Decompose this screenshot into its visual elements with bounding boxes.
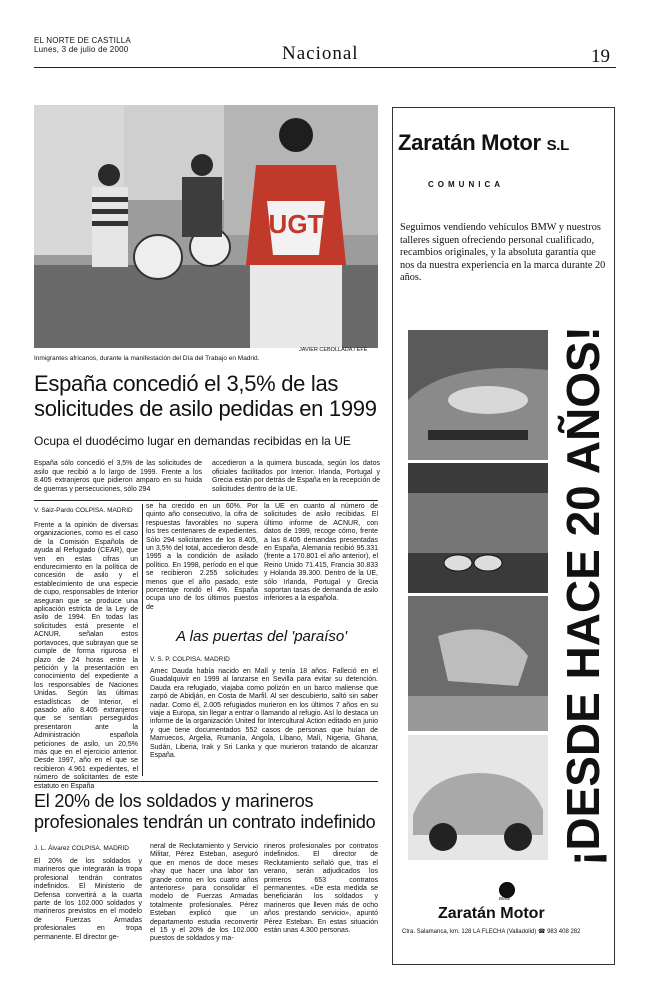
masthead [34,36,131,54]
body-col3: la UE en cuanto al número de solicitudes de asilo recibidas. El último informe de ACNUR, con datos de 1999, recoge cómo, frente a las 8.405 demandas presentadas en España, Alemania recibió 95.331 (frente a 170.801 el año anterior), el Reino Unido 71.415, Francia 30.833 y Holanda 39.300. Dentro de la UE, sólo Irlanda, Portugal y Grecia soportan tasas de demanda de asilo inferiores a la española. [264,503,378,603]
issue-date: Lunes, 3 de julio de 2000 [34,45,129,54]
mirror-image [408,596,548,731]
headline-asylum: España concedió el 3,5% de las solicitudes de asilo pedidas en 1999 [34,371,377,421]
body-soldiers-col3: rineros profesionales por contratos indefinidos. El director de Reclutamiento señaló que, tras el verano, serán adjudicados los primeros 653 contratos permanentes. «De esta medida se beneficiarán los soldados y marineros que lleven más de ocho años prestando servicio», apuntó Pérez Esteban. En estas situación están unas 4.300 personas. [264,843,378,935]
vertical-slogan [547,322,613,870]
headline-soldiers: El 20% de los soldados y marineros profesionales tendrán un contrato indefinido [34,791,376,832]
car-front-image [408,330,548,460]
paper-name: EL NORTE DE CASTILLA [34,36,131,45]
byline-asylum [34,507,133,514]
lead-rule [34,500,378,501]
ad-company-suffix: S.L [546,137,570,154]
car-side-image [408,735,548,860]
ad-address: Ctra. Salamanca, km. 128 LA FLECHA (Valladolid) ☎ 983 408 282 [402,929,581,935]
body-soldiers-col2: neral de Reclutamiento y Servicio Militar, Pérez Esteban, aseguró que en menos de doce meses «hay que hacer una labor tan grande como en los cuatro años anteriores» para consolidar el modelo de Fuerzas Armadas totalmente profesionales. Pérez Esteban explicó que un departamento estudia reconvertir el 15 y el 20% de los 102.000 puestos de soldados y ma- [150,843,258,943]
photo-caption: Inmigrantes africanos, durante la manifestación del Día del Trabajo en Madrid. [34,355,260,362]
ad-company-name [398,130,569,156]
section-title: Nacional [282,43,359,64]
exhaust-image [408,463,548,593]
body-col1: Frente a la opinión de diversas organizaciones, como es el caso de la Comisión Española de ayuda al Refugiado (CEAR), que ven en estas cifras un endurecimiento en la política de concesión de asilo y el establecimiento de una especie de cupo, responsables de Interior aseguran que se produce una aplicación estricta de la Ley de asilo de 1994. En todas las solicitudes está presente el ACNUR, señalan estos portavoces, que subrayan que se cumple de forma rigurosa el plazo de 24 horas entre la petición y la presentación en conocimiento del expediente a los responsables de Naciones Unidas. Según las últimas estadísticas de Interior, el pasado año 8.405 extranjeros que se sentían perseguidos presentaron ante la Administración española peticiones de asilo, un 20,5% más que en el ejercicio anterior. Desde 1997, año en el que se recibieron 4.961 expedientes, el número de solicitantes de este estatuto en España [34,522,138,790]
body-soldiers-col1: El 20% de los soldados y marineros que integrarán la tropa profesional tendrán contratos indefinidos. El Ministerio de Defensa convertirá a la cuarta parte de los 102.000 soldados y marineros previstos en el modelo de Fuerzas Armadas profesionales en tropa permanente. El director ge- [34,858,142,941]
column-rule [142,504,143,776]
bmw-label: BMW [499,896,510,901]
byline-soldiers [34,845,129,852]
byline-agency: COLPISA. MADRID [71,845,130,852]
page-number: 19 [591,46,610,67]
ad-brand-footer: Zaratán Motor [438,905,545,922]
ad-message: Seguimos vendiendo vehículos BMW y nuestros talleres siguen ofreciendo personal cualificado, recambios originales, y la absoluta garantía que nos da nuestra experiencia en la marca durante 20 años. [400,222,606,283]
ad-company: Zaratán Motor [398,130,541,155]
photo-credit: JAVIER CEBOLLADA / EFE [299,347,368,353]
lead-right: accedieron a la quimera buscada, según los datos oficiales facilitados por Interior. Irlanda, Portugal y Grecia están por detrás de España en la recepción de solicitudes dentro de la UE. [212,460,380,493]
byline-agency: COLPISA. MADRID [75,507,133,514]
body-paradise: Amec Dauda había nacido en Malí y tenía 18 años. Falleció en el Guadalquivir en 1999 al lanzarse en Sevilla para evitar su detención. Dauda era refugiado, viajaba como polizón en un barco maliense que zarpó de Abidján, en Costa de Marfil. Al ser descubierto, saltó sin saber nadar. Como él, 2.005 refugiados murieron en los últimos 7 años en su viaje a Europa, sin llegar a entrar o llamando al refugio. Así lo destaca un informe de la organización United for Intercultural Action editado en junio y que tiene documentados 552 casos de personas que huían de Marruecos, Argelia, Rumanía, Angola, Líbano, Malí, Nigeria, Ghana, Sudán, Liberia, Irak y Sri Lanka y que murieron tratando de alcanzar España. [150,668,378,760]
headline-paradise: A las puertas del 'paraíso' [176,628,348,645]
ugt-logo-text: UGT [268,209,324,239]
byline-paradise [150,656,230,663]
lead-left: España sólo concedió el 3,5% de las solicitudes de asilo que recibió a lo largo de 1999. Frente a los 8.405 extranjeros que pidieron amparo en su huida de guerras y persecuciones, sólo 294 [34,460,202,493]
byline-author: V. S. P. [150,656,171,663]
subhead-asylum: Ocupa el duodécimo lugar en demandas recibidas en la UE [34,434,351,448]
news-photo [34,105,378,348]
slogan-text: ¡DESDE HACE 20 AÑOS! [557,325,609,866]
byline-author: J. L. Álvarez [34,845,70,852]
byline-agency: COLPISA. MADRID [172,656,230,663]
ad-comunica: COMUNICA [428,180,504,189]
header-rule [34,67,616,68]
byline-author: V. Sáiz-Pardo [34,507,74,514]
story-rule [34,781,378,782]
body-col2: se ha crecido en un 60%. Por quinto año consecutivo, la cifra de respuestas favorables no supera los tres centenares de expedientes. Sólo 294 solicitantes de los 8.405, un 3,5% del total, accedieron desde 1995 a la condición de asilado político. En 1998, período en el que se recibieron 2.255 solicitudes menos que el año pasado, este porcentaje rondó el 4%. España ocupa uno de los últimos puestos de [146,503,258,611]
